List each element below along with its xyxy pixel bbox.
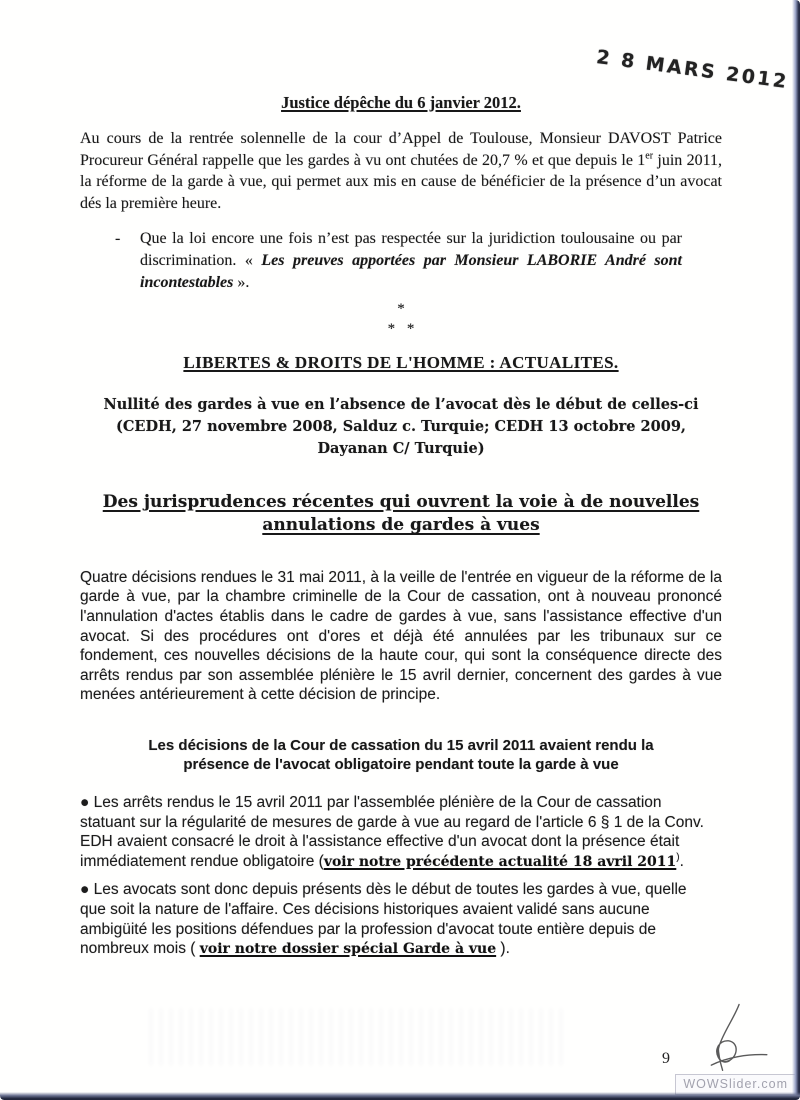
paragraph-text: juin 2011, la réforme de la garde à vue, qui permet aux mis en cause de bénéficier de la présence d’un avocat dés la première heure. [80,151,723,213]
title-libertes-droits: LIBERTES & DROITS DE L'HOMME : ACTUALITES. [183,352,619,372]
bullet-text: ● Les avocats sont donc depuis présents dès le début de toutes les gardes à vue, quelle que soit la nature de l'affaire. Ces décisions historiques avaient validé sans aucune ambigüité les positions défendues par la profession d'avocat toute entière depuis de nombreux mois ( [80,881,687,958]
heading-nullite-gardes-a-vue [80,394,722,460]
watermark-label: WOWSlider.com [683,1077,788,1091]
date-stamp: 2 8 MARS 2012 [595,46,790,94]
bullet-text: ). [496,940,510,958]
heading-line: présence de l'avocat obligatoire pendant toute la garde à vue [183,755,619,773]
page-edge-bottom [0,1092,800,1100]
bullet-arrets-15-avril [80,793,708,872]
heading-line-underlined: Des jurisprudences récentes qui ouvrent la voie à de nouvelles [102,491,700,512]
heading-line-underlined: annulations de gardes à vues [262,515,540,536]
dash-text-tail: ». [233,273,250,291]
asterisk-separator [80,299,722,339]
superscript-er: er [645,150,654,162]
page-number: 9 [662,1050,670,1067]
bullet-text: ● Les arrêts rendus le 15 avril 2011 par l'assemblée plénière de la Cour de cassation statuant sur la régularité de mesures de garde à vue au regard de l'article 6 § 1 de la Conv. EDH avaient consacré le droit à l'assistance effective d'un avocat dont la présence était immédiatement rendue obligatoire ( [80,793,704,870]
dash-text-lead: Que la loi encore une fois n’est pas respectée sur la juridiction toulousaine ou par discrimination. « [140,229,682,269]
document-content [80,0,722,960]
bullet-text: . [679,852,684,870]
paragraph-quatre-decisions: Quatre décisions rendues le 31 mai 2011, à la veille de l'entrée en vigueur de la réforme de la garde à vue, par la chambre criminelle de la Cour de cassation, ont à nouveau prononcé l'annulation d'actes établis dans le cadre de gardes à vue, sans l'assistance effective d'un avocat. Si des procédures ont d'ores et déjà été annulées par les tribunaux sur ce fondement, ces nouvelles décisions de la haute cour, qui sont la conséquence directe des arrêts rendus par son assemblée plénière le 15 avril dernier, concernent des gardes à vue menées antérieurement à cette décision de principe. [80,568,722,704]
heading-decisions-cour-cassation [80,736,722,774]
paragraph-text: Au cours de la rentrée solennelle de la cour d’Appel de Toulouse, Monsieur DAVOST Patrice Procureur Général rappelle que les gardes à vu ont chutées de 20,7 % et que depuis le 1 [80,130,722,169]
superscript-paren: ) [676,851,680,863]
dash-marker: - [115,229,121,247]
heading-line: Nullité des gardes à vue en l’absence de l’avocat dès le début de celles-ci [103,395,699,413]
signature-paraph [694,1000,772,1085]
link-precedente-actualite[interactable]: voir notre précédente actualité 18 avril 2011 [323,853,677,870]
asterisk-row-1: * [397,300,405,317]
page-edge-right [792,0,800,1100]
bullet-avocats-presents [80,880,708,959]
title-justice-depeche: Justice dépêche du 6 janvier 2012. [281,93,521,112]
heading-jurisprudences-recentes [80,491,722,538]
heading-line: (CEDH, 27 novembre 2008, Salduz c. Turquie; CEDH 13 octobre 2009, [116,417,686,435]
heading-line: Dayanan C/ Turquie) [317,439,485,457]
paragraph-rentree-solennelle [80,128,722,215]
dash-list-item [115,228,682,294]
link-dossier-garde-a-vue[interactable]: voir notre dossier spécial Garde à vue [199,941,497,958]
heading-line: Les décisions de la Cour de cassation du 15 avril 2011 avaient rendu la [148,736,654,754]
dash-item-text [140,228,682,294]
asterisk-row-2: * * [387,320,415,337]
bleed-through-artifact [150,1008,570,1066]
quote-laborie: Les preuves apportées par Monsieur LABORIE André sont incontestables [140,251,682,291]
signature-icon [694,1000,772,1080]
